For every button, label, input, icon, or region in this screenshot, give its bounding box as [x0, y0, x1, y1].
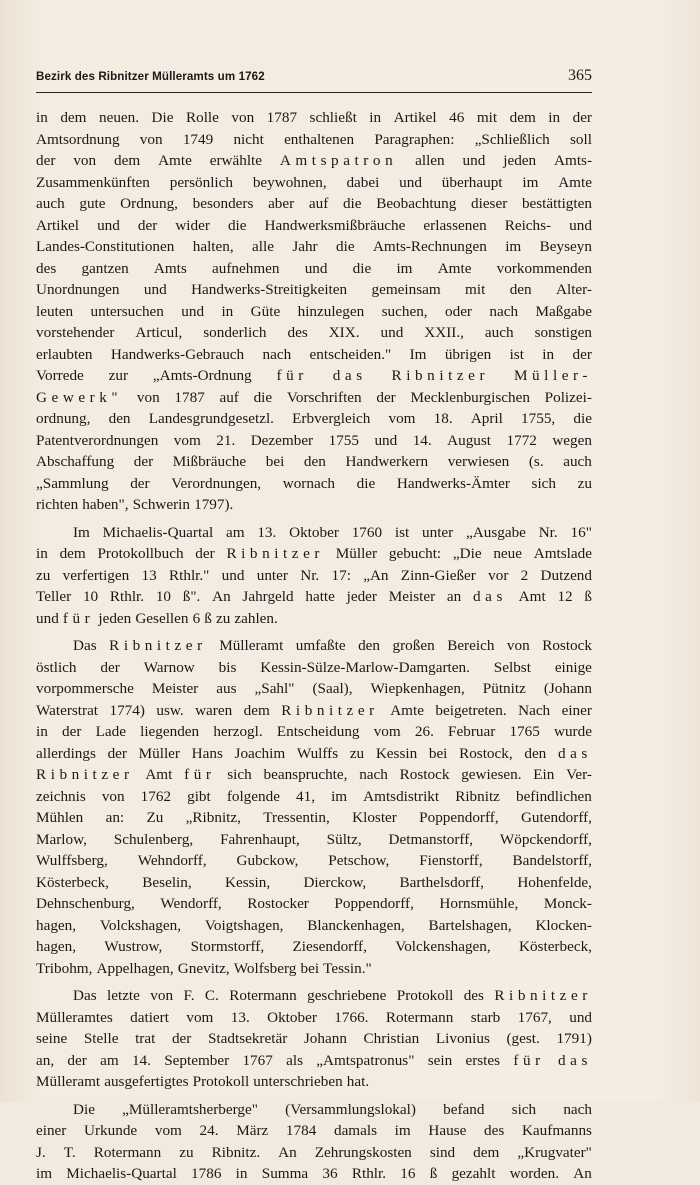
text-line: Mülleramt ausgefertigtes Protokoll unterschrieben hat.: [36, 1073, 370, 1090]
text-line: Mühlen an: Zu „Ribnitz, Tressentin, Kloster Poppendorff, Gutendorff,: [36, 809, 592, 826]
text-line: Amtsordnung von 1749 nicht enthaltenen Paragraphen: „Schließlich soll: [36, 130, 592, 148]
text-line: Artikel und der wider die Handwerksmißbräuche erlassenen Reichs- und: [36, 216, 592, 234]
text-line: Kösterbeck, Beselin, Kessin, Dierckow, Barthelsdorff, Hohenfelde,: [36, 873, 592, 891]
text-line: vorpommersche Meister aus „Sahl" (Saal), Wiepkenhagen, Pütnitz (Johann: [36, 680, 592, 697]
text-line: Ribnitzer Amt für sich beanspruchte, nach Rostock gewiesen. Ein Ver-: [36, 766, 592, 783]
paragraph: [36, 635, 592, 979]
text-line: Die „Mülleramtsherberge" (Versammlungslokal) befand sich nach: [73, 1100, 592, 1118]
text-line: Das letzte von F. C. Rotermann geschriebene Protokoll des Ribnitzer: [73, 987, 592, 1004]
text-line: leuten untersuchen und in Güte hinzulegen suchen, oder nach Maßgabe: [36, 302, 592, 320]
text-line: seine Stelle trat der Stadtsekretär Johann Christian Livonius (gest. 1791): [36, 1030, 592, 1047]
paragraph: [36, 985, 592, 1093]
text-line: „Sammlung der Verordnungen, wornach die Handwerks-Ämter sich zu: [36, 474, 592, 492]
text-line: allerdings der Müller Hans Joachim Wulffs zu Kessin bei Rostock, den das: [36, 744, 592, 762]
text-line: Im Michaelis-Quartal am 13. Oktober 1760 ist unter „Ausgabe Nr. 16": [73, 523, 592, 541]
text-line: zeichnis von 1762 gibt folgende 41, im Amtsdistrikt Ribnitz befindlichen: [36, 787, 592, 805]
text-line: richten haben", Schwerin 1797).: [36, 496, 234, 513]
text-line: in dem Protokollbuch der Ribnitzer Müller gebucht: „Die neue Amtslade: [36, 545, 592, 562]
running-head-title: Bezirk des Ribnitzer Mülleramts um 1762: [36, 70, 265, 83]
text-line: einer Urkunde vom 24. März 1784 damals im Hause des Kaufmanns: [36, 1122, 592, 1139]
text-line: Teller 10 Rthlr. 10 ß". An Jahrgeld hatte jeder Meister an das Amt 12 ß: [36, 588, 592, 605]
running-head: [36, 66, 592, 86]
text-line: auch gute Ordnung, besonders aber auf die Beobachtung dieser bestättigten: [36, 195, 592, 212]
paragraph: [36, 1099, 592, 1185]
page-number: 365: [568, 67, 592, 84]
text-line: erlaubten Handwerks-Gebrauch nach entscheiden." Im übrigen ist in der: [36, 345, 592, 363]
text-line: Unordnungen und Handwerks-Streitigkeiten gemeinsam mit den Alter-: [36, 281, 592, 298]
text-line: östlich der Warnow bis Kessin-Sülze-Marlow-Damgarten. Selbst einige: [36, 658, 592, 676]
text-line: an, der am 14. September 1767 als „Amtspatronus" sein erstes für das: [36, 1051, 592, 1069]
text-line: hagen, Volckshagen, Voigtshagen, Blanckenhagen, Bartelshagen, Klocken-: [36, 916, 592, 934]
text-line: Marlow, Schulenberg, Fahrenhaupt, Sültz, Detmanstorff, Wöpckendorff,: [36, 830, 592, 848]
text-line: Vorrede zur „Amts-Ordnung für das Ribnitzer Müller-: [36, 367, 592, 384]
text-line: Dehnschenburg, Wendorff, Rostocker Poppendorff, Hornsmühle, Monck-: [36, 895, 592, 912]
text-line: und für jeden Gesellen 6 ß zu zahlen.: [36, 609, 278, 627]
text-line: ordnung, den Landesgrundgesetzl. Erbvergleich vom 18. April 1755, die: [36, 410, 592, 427]
text-line: Wulffsberg, Wehndorff, Gubckow, Petschow, Fienstorff, Bandelstorff,: [36, 852, 592, 869]
text-line: Landes-Constitutionen halten, alle Jahr die Amts-Rechnungen im Beyseyn: [36, 238, 592, 255]
text-line: der von dem Amte erwählte Amtspatron allen und jeden Amts-: [36, 152, 592, 169]
text-line: Waterstrat 1774) usw. waren dem Ribnitzer Amte beigetreten. Nach einer: [36, 701, 592, 719]
text-line: Tribohm, Appelhagen, Gnevitz, Wolfsberg bei Tessin.": [36, 959, 372, 977]
paragraph: [36, 107, 592, 516]
text-line: des gantzen Amts aufnehmen und die im Amte vorkommenden: [36, 259, 592, 277]
text-line: hagen, Wustrow, Stormstorff, Ziesendorff, Volckenshagen, Kösterbeck,: [36, 938, 592, 955]
text-line: Das Ribnitzer Mülleramt umfaßte den großen Bereich von Rostock: [73, 637, 592, 654]
text-line: J. T. Rotermann zu Ribnitz. An Zehrungskosten sind dem „Krugvater": [36, 1143, 592, 1161]
text-line: Patentverordnungen vom 21. Dezember 1755 und 14. August 1772 wegen: [36, 431, 592, 449]
text-line: in der Lade liegenden herzogl. Entscheidung vom 26. Februar 1765 wurde: [36, 723, 592, 740]
text-line: vorstehender Articul, sonderlich des XIX. und XXII., auch sonstigen: [36, 324, 592, 341]
text-line: Mülleramtes datiert vom 13. Oktober 1766. Rotermann starb 1767, und: [36, 1008, 592, 1026]
body-text: [36, 107, 592, 1185]
text-line: in dem neuen. Die Rolle von 1787 schließt in Artikel 46 mit dem in der: [36, 109, 592, 126]
paragraph: [36, 522, 592, 630]
text-line: Gewerk" von 1787 auf die Vorschriften der Mecklenburgischen Polizei-: [36, 388, 592, 406]
header-rule: [36, 92, 592, 93]
text-line: Abschaffung der Mißbräuche bei den Handwerkern verwiesen (s. auch: [36, 453, 592, 470]
text-line: Zusammenkünften persönlich beywohnen, dabei und überhaupt im Amte: [36, 173, 592, 191]
text-line: im Michaelis-Quartal 1786 in Summa 36 Rthlr. 16 ß gezahlt worden. An: [36, 1165, 592, 1182]
text-line: zu verfertigen 13 Rthlr." und unter Nr. 17: „An Zinn-Gießer vor 2 Dutzend: [36, 566, 592, 584]
